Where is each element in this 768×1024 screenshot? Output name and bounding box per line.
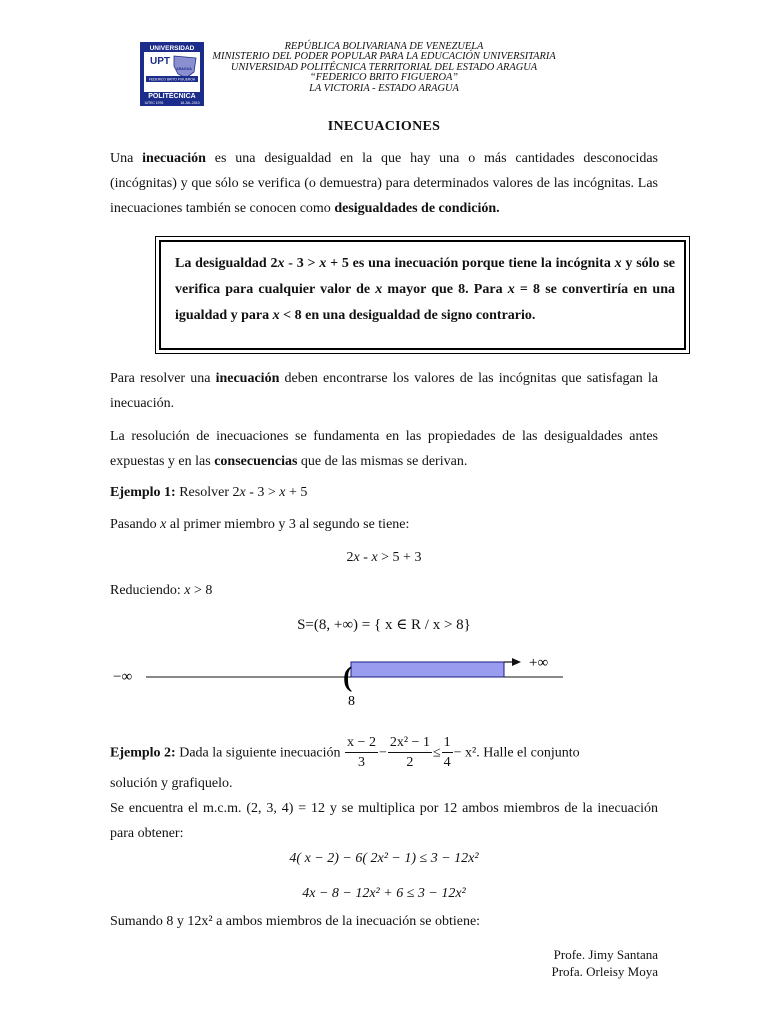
pos-infinity-label: +∞ bbox=[529, 655, 549, 671]
signature-line: Profe. Jimy Santana bbox=[553, 947, 658, 962]
logo-top-text: UNIVERSIDAD bbox=[149, 45, 195, 52]
logo-initials: UPT bbox=[150, 56, 170, 67]
fraction-3: $\frac{1}{4}$ bbox=[443, 735, 451, 770]
resolve-paragraph: Para resolver una inecuación deben encontrarse los valores de las incógnitas que satisfagan la inecuación. bbox=[110, 371, 658, 411]
neg-infinity-label: −∞ bbox=[113, 669, 133, 685]
mcm-paragraph: Se encuentra el m.c.m. (2, 3, 4) = 12 y se multiplica por 12 ambos miembros de la inecuación para obtener: bbox=[110, 801, 658, 841]
foundation-paragraph: La resolución de inecuaciones se fundamenta en las propiedades de las desigualdades antes expuestas y en las consecuencias que de las mismas se derivan. bbox=[110, 429, 658, 469]
example-2-line-2: solución y grafiquelo. bbox=[110, 776, 233, 791]
logo-year-left: IUTEC 1976 bbox=[144, 101, 164, 105]
step-reduciendo: Reduciendo: x > 8 bbox=[110, 583, 213, 598]
point-label: 8 bbox=[348, 694, 355, 709]
example-2: Ejemplo 2: Dada la siguiente inecuación $\frac{x - 2}{3}$ − $\frac{\text{2x² − 1}}{2}$ ≤ $\frac{1}{4}$ − x². Halle el conjunto bbox=[110, 734, 658, 773]
institution-header bbox=[200, 42, 568, 94]
logo-ribbon: FEDERICO BRITO FIGUEROA bbox=[148, 77, 196, 82]
number-line bbox=[0, 640, 768, 710]
page-title: INECUACIONES bbox=[327, 119, 441, 134]
header-line: MINISTERIO DEL PODER POPULAR PARA LA EDUCACIÓN UNIVERSITARIA bbox=[212, 51, 556, 63]
equation-step-3: 4x − 8 − 12x² + 6 ≤ 3 − 12x² bbox=[302, 886, 466, 901]
open-bracket: ( bbox=[343, 662, 353, 693]
header-line: REPÚBLICA BOLIVARIANA DE VENEZUELA bbox=[284, 41, 484, 52]
solution-set: S=(8, +∞) = { x ∈ R / x > 8} bbox=[297, 617, 471, 633]
step-sumando: Sumando 8 y 12x² a ambos miembros de la inecuación se obtiene: bbox=[110, 914, 481, 929]
equation-step-2: 4( x − 2) − 6( 2x² − 1) ≤ 3 − 12x² bbox=[289, 851, 479, 866]
header-line: “FEDERICO BRITO FIGUEROA” bbox=[309, 72, 459, 84]
logo-state: ARAGUA bbox=[176, 67, 192, 71]
step-pasando: Pasando x al primer miembro y 3 al segundo se tiene: bbox=[110, 517, 410, 532]
example-1: Ejemplo 1: Resolver 2x - 3 > x + 5 bbox=[110, 485, 308, 500]
university-logo bbox=[140, 42, 204, 106]
definition-box bbox=[155, 236, 690, 354]
solution-interval-shade bbox=[351, 662, 504, 677]
signature-block bbox=[551, 946, 658, 980]
arrow-head-icon bbox=[512, 658, 521, 666]
header-line: LA VICTORIA - ESTADO ARAGUA bbox=[309, 82, 459, 94]
logo-bottom-text: POLITÉCNICA bbox=[148, 93, 196, 100]
fraction-2: $\frac{\text{2x² − 1}}{2}$ bbox=[389, 735, 430, 770]
signature-line: Profa. Orleisy Moya bbox=[551, 964, 658, 979]
logo-year-right: 16.JUL.2010 bbox=[180, 101, 200, 105]
header-line: UNIVERSIDAD POLITÉCNICA TERRITORIAL DEL ESTADO ARAGUA bbox=[230, 61, 538, 73]
definition-text: La desigualdad 2x - 3 > x + 5 es una inecuación porque tiene la incógnita x y sólo se verifica para cualquier valor de x mayor que 8. Para x = 8 se convertiría en una igualdad y para x < 8 en una desigualdad de signo contrario. bbox=[175, 256, 676, 323]
fraction-1: $\frac{x - 2}{3}$ bbox=[347, 735, 376, 770]
equation-step-1: 2x - x > 5 + 3 bbox=[346, 550, 422, 565]
intro-paragraph: Una inecuación es una desigualdad en la que hay una o más cantidades desconocidas (incógnitas) y que sólo se verifica (o demuestra) para determinados valores de las incógnitas. Las inecuaciones también se conocen como desigualdades de condición. bbox=[110, 151, 659, 216]
